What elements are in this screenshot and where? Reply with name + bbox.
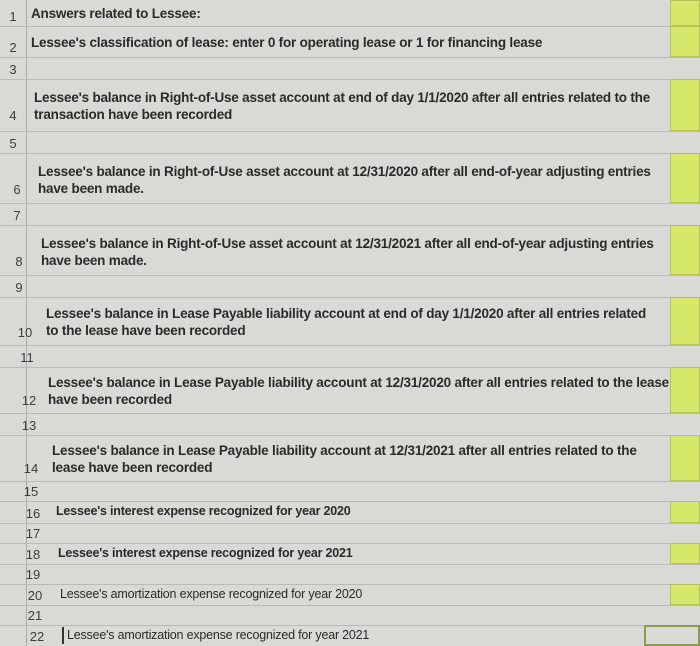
row-number: 12: [21, 393, 37, 408]
question-label: Lessee's interest expense recognized for year 2020: [56, 504, 351, 518]
row-number: 17: [25, 526, 41, 541]
row-5[interactable]: [0, 131, 700, 154]
row-9[interactable]: [0, 275, 700, 298]
row-1[interactable]: [0, 0, 700, 27]
answer-cell[interactable]: [670, 297, 700, 345]
row-12[interactable]: [0, 367, 700, 414]
row-number: 22: [29, 629, 45, 644]
question-label: Lessee's balance in Lease Payable liability account at 12/31/2021 after all entries related to the lease have been recorded: [52, 443, 637, 475]
answer-cell[interactable]: [670, 367, 700, 413]
answer-cell[interactable]: [670, 584, 700, 605]
row-number: 2: [9, 40, 17, 55]
row-3[interactable]: [0, 57, 700, 80]
row-number: 18: [25, 547, 41, 562]
row-number: 21: [27, 608, 43, 623]
answer-cell-selected[interactable]: [644, 625, 700, 646]
row-number: 15: [23, 484, 39, 499]
row-number: 16: [25, 506, 41, 521]
row-number: 14: [23, 461, 39, 476]
answer-cell[interactable]: [670, 153, 700, 203]
row-number: 13: [21, 418, 37, 433]
row-19[interactable]: [0, 564, 700, 585]
answer-cell[interactable]: [670, 435, 700, 481]
answer-cell[interactable]: [670, 501, 700, 523]
row-number: 8: [15, 254, 23, 269]
row-number: 3: [9, 62, 17, 77]
answer-cell[interactable]: [670, 26, 700, 57]
row-number: 20: [27, 588, 43, 603]
row-13[interactable]: [0, 413, 700, 436]
answer-cell[interactable]: [670, 79, 700, 131]
row-number: 1: [9, 9, 17, 24]
row-number: 7: [13, 208, 21, 223]
row-10[interactable]: [0, 297, 700, 346]
row-number: 9: [15, 280, 23, 295]
question-label: Lessee's balance in Right-of-Use asset account at 12/31/2021 after all end-of-year adjusting entries have been made.: [41, 236, 654, 268]
row-8[interactable]: [0, 225, 700, 276]
question-label: Lessee's amortization expense recognized for year 2020: [60, 587, 363, 601]
row-21[interactable]: [0, 605, 700, 626]
row-6[interactable]: [0, 153, 700, 204]
row-number: 11: [20, 350, 34, 365]
question-label: Lessee's balance in Right-of-Use asset account at end of day 1/1/2020 after all entries related to the transaction have been recorded: [34, 90, 651, 122]
question-label: Lessee's interest expense recognized for year 2021: [58, 546, 353, 560]
row-11[interactable]: [0, 345, 700, 368]
row-4[interactable]: [0, 79, 700, 132]
answer-cell[interactable]: [670, 225, 700, 275]
row-16[interactable]: [0, 501, 700, 524]
row-17[interactable]: [0, 523, 700, 544]
question-label: Lessee's amortization expense recognized for year 2021: [62, 627, 369, 644]
question-label: Lessee's balance in Lease Payable liability account at 12/31/2020 after all entries related to the lease have been recorded: [48, 375, 669, 407]
answer-cell[interactable]: [670, 543, 700, 564]
row-number: 5: [9, 136, 17, 151]
row-22[interactable]: [0, 625, 700, 646]
row-number: 10: [17, 325, 33, 340]
row-15[interactable]: [0, 481, 700, 502]
row-number: 6: [13, 182, 21, 197]
row-2[interactable]: [0, 26, 700, 58]
row-number: 4: [9, 108, 17, 123]
question-label: Lessee's balance in Right-of-Use asset account at 12/31/2020 after all end-of-year adjusting entries have been made.: [38, 164, 651, 196]
row-number: 19: [25, 567, 41, 582]
section-heading: Answers related to Lessee:: [31, 6, 201, 21]
row-20[interactable]: [0, 584, 700, 606]
row-18[interactable]: [0, 543, 700, 565]
answer-cell[interactable]: [670, 0, 700, 26]
row-14[interactable]: [0, 435, 700, 482]
question-label: Lessee's balance in Lease Payable liability account at end of day 1/1/2020 after all entries related to the lease have been recorded: [46, 306, 646, 338]
question-label: Lessee's classification of lease: enter 0 for operating lease or 1 for financing lease: [31, 35, 543, 50]
row-7[interactable]: [0, 203, 700, 226]
